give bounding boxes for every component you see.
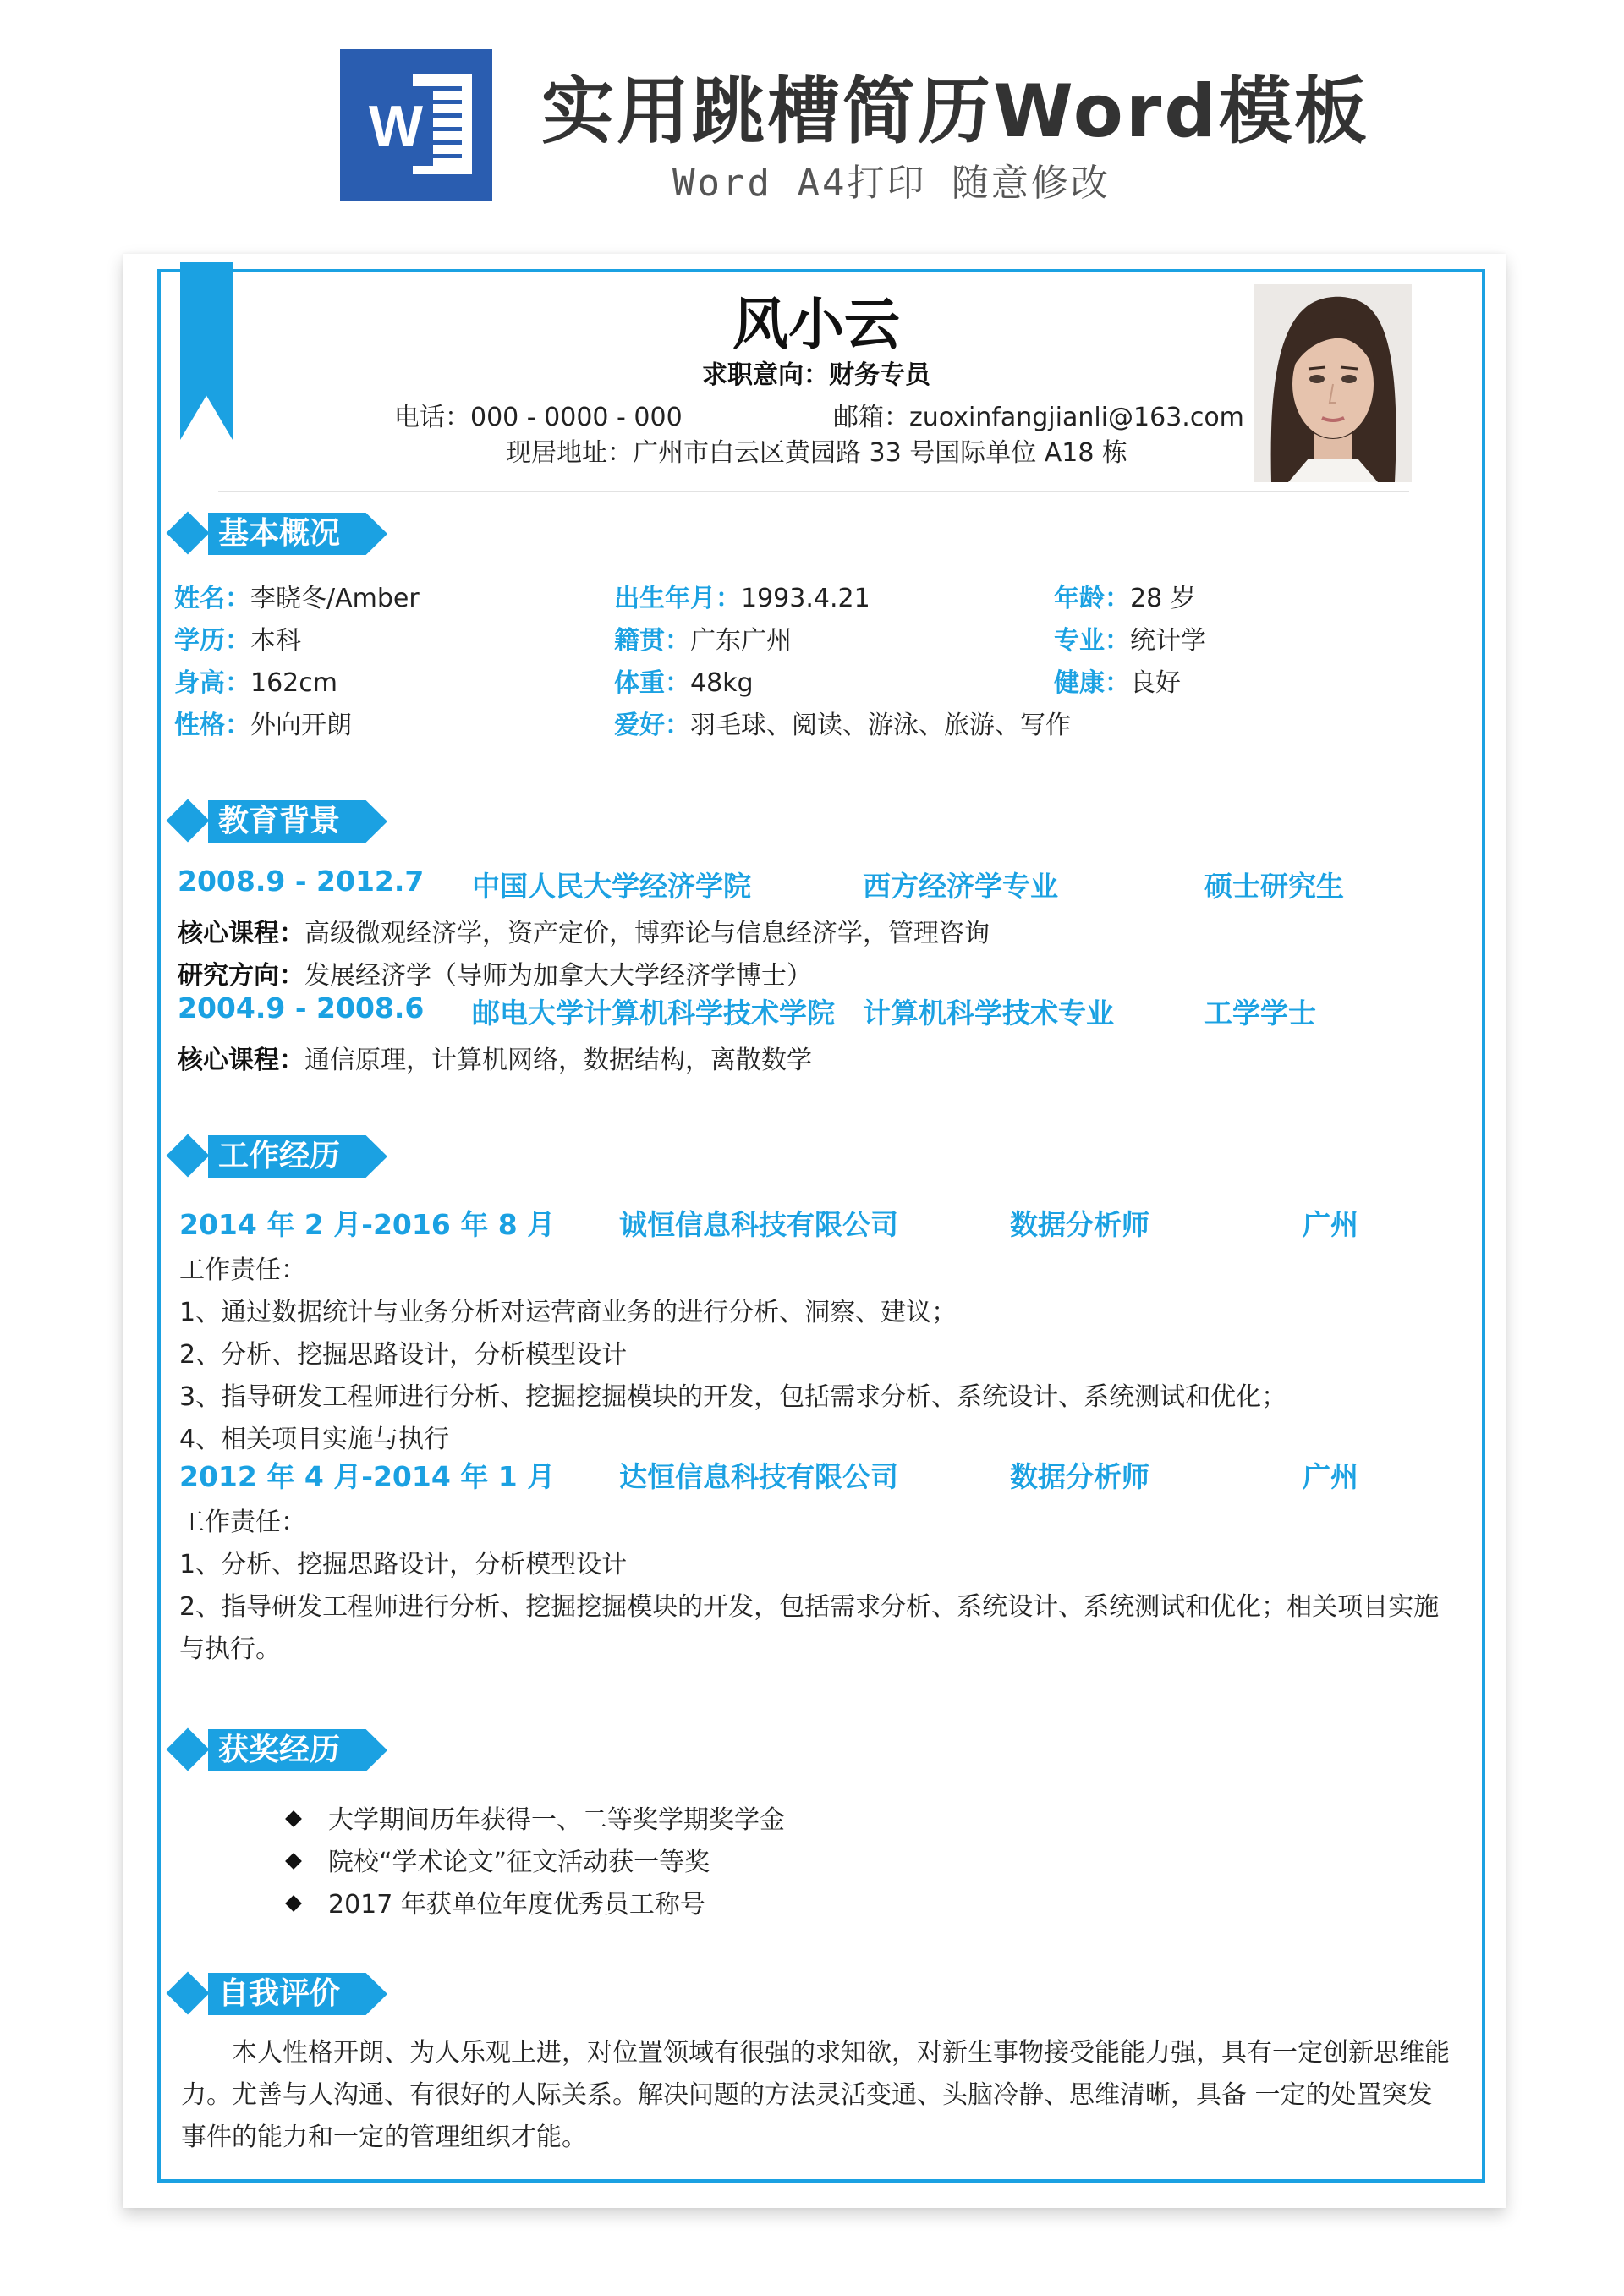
work-period: 2014 年 2 月-2016 年 8 月 bbox=[179, 1208, 556, 1241]
work-duty: 2、指导研发工程师进行分析、挖掘挖掘模块的开发，包括需求分析、系统设计、系统测试和优化；相关项目实施 bbox=[179, 1592, 1440, 1622]
section-header-basic: 基本概况 bbox=[166, 509, 387, 557]
edu-degree: 工学学士 bbox=[1204, 997, 1316, 1030]
edu-research-line: 研究方向：发展经济学（导师为加拿大大学经济学博士） bbox=[178, 961, 812, 991]
info-personality: 性格：外向开朗 bbox=[174, 711, 352, 740]
work-duty: 4、相关项目实施与执行 bbox=[179, 1425, 450, 1454]
work-duty: 1、分析、挖掘思路设计，分析模型设计 bbox=[179, 1550, 628, 1579]
word-letter: W bbox=[359, 86, 433, 166]
info-weight: 体重：48kg bbox=[614, 668, 754, 698]
bullet-diamond-icon bbox=[285, 1895, 302, 1912]
edu-major: 西方经济学专业 bbox=[863, 870, 1058, 903]
word-logo-icon bbox=[340, 49, 492, 201]
award-item: 大学期间历年获得一、二等奖学期奖学金 bbox=[288, 1799, 785, 1836]
work-duty: 与执行。 bbox=[179, 1634, 281, 1664]
bullet-diamond-icon bbox=[285, 1853, 302, 1870]
info-health: 健康：良好 bbox=[1054, 668, 1181, 698]
work-position: 数据分析师 bbox=[1010, 1208, 1149, 1241]
work-company: 诚恒信息科技有限公司 bbox=[619, 1208, 898, 1241]
info-name: 姓名：李晓冬/Amber bbox=[174, 584, 420, 613]
info-birth: 出生年月：1993.4.21 bbox=[614, 584, 870, 613]
address: 现居地址：广州市白云区黄园路 33 号国际单位 A18 栋 bbox=[506, 438, 1128, 468]
edu-period: 2004.9 - 2008.6 bbox=[178, 991, 425, 1024]
info-age: 年龄：28 岁 bbox=[1054, 584, 1196, 613]
email: 邮箱：zuoxinfangjianli@163.com bbox=[833, 403, 1244, 432]
edu-degree: 硕士研究生 bbox=[1204, 870, 1344, 903]
work-period: 2012 年 4 月-2014 年 1 月 bbox=[179, 1460, 556, 1493]
edu-major: 计算机科学技术专业 bbox=[863, 997, 1114, 1030]
work-company: 达恒信息科技有限公司 bbox=[619, 1460, 898, 1493]
info-education: 学历：本科 bbox=[174, 626, 301, 656]
work-duty-label: 工作责任： bbox=[179, 1508, 306, 1537]
info-hometown: 籍贯：广东广州 bbox=[614, 626, 792, 656]
self-evaluation: 本人性格开朗、为人乐观上进，对位置领域有很强的求知欲，对新生事物接受能能力强，具有一定创新思维能 力。尤善与人沟通、有很好的人际关系。解决问题的方法灵活变通、头脑冷静、思维清晰，具备 一定的处置突发 事件的能力和一定的管理组织才能。 bbox=[181, 2038, 1450, 2152]
info-major: 专业：统计学 bbox=[1054, 626, 1206, 656]
edu-school: 中国人民大学经济学院 bbox=[472, 870, 751, 903]
award-item: 2017 年获单位年度优秀员工称号 bbox=[288, 1883, 705, 1920]
banner-title: 实用跳槽简历Word模板 bbox=[541, 69, 1369, 154]
phone: 电话：000 - 0000 - 000 bbox=[394, 403, 683, 432]
info-height: 身高：162cm bbox=[174, 668, 337, 698]
award-item: 院校“学术论文”征文活动获一等奖 bbox=[288, 1841, 710, 1878]
header-divider bbox=[218, 491, 1409, 492]
info-hobbies: 爱好：羽毛球、阅读、游泳、旅游、写作 bbox=[614, 711, 1071, 740]
edu-period: 2008.9 - 2012.7 bbox=[178, 865, 425, 898]
work-city: 广州 bbox=[1303, 1208, 1358, 1241]
edu-course-line: 核心课程：高级微观经济学，资产定价，博弈论与信息经济学，管理咨询 bbox=[178, 919, 990, 948]
work-position: 数据分析师 bbox=[1010, 1460, 1149, 1493]
work-duty: 3、指导研发工程师进行分析、挖掘挖掘模块的开发，包括需求分析、系统设计、系统测试和优化； bbox=[179, 1382, 1287, 1412]
edu-school: 邮电大学计算机科学技术学院 bbox=[472, 997, 835, 1030]
section-header-awards: 获奖经历 bbox=[166, 1726, 387, 1773]
edu-course-line: 核心课程：通信原理，计算机网络，数据结构，离散数学 bbox=[178, 1046, 812, 1075]
candidate-name: 风小云 bbox=[732, 292, 900, 357]
banner-subtitle: Word A4打印 随意修改 bbox=[672, 162, 1111, 205]
section-header-self-eval: 自我评价 bbox=[166, 1969, 387, 2017]
job-intent: 求职意向：财务专员 bbox=[702, 360, 930, 390]
section-header-work: 工作经历 bbox=[166, 1132, 387, 1179]
work-duty: 1、通过数据统计与业务分析对运营商业务的进行分析、洞察、建议； bbox=[179, 1298, 957, 1327]
bullet-diamond-icon bbox=[285, 1810, 302, 1827]
profile-photo bbox=[1254, 284, 1412, 482]
work-city: 广州 bbox=[1303, 1460, 1358, 1493]
section-header-education: 教育背景 bbox=[166, 797, 387, 844]
work-duty: 2、分析、挖掘思路设计，分析模型设计 bbox=[179, 1340, 628, 1370]
work-duty-label: 工作责任： bbox=[179, 1255, 306, 1285]
